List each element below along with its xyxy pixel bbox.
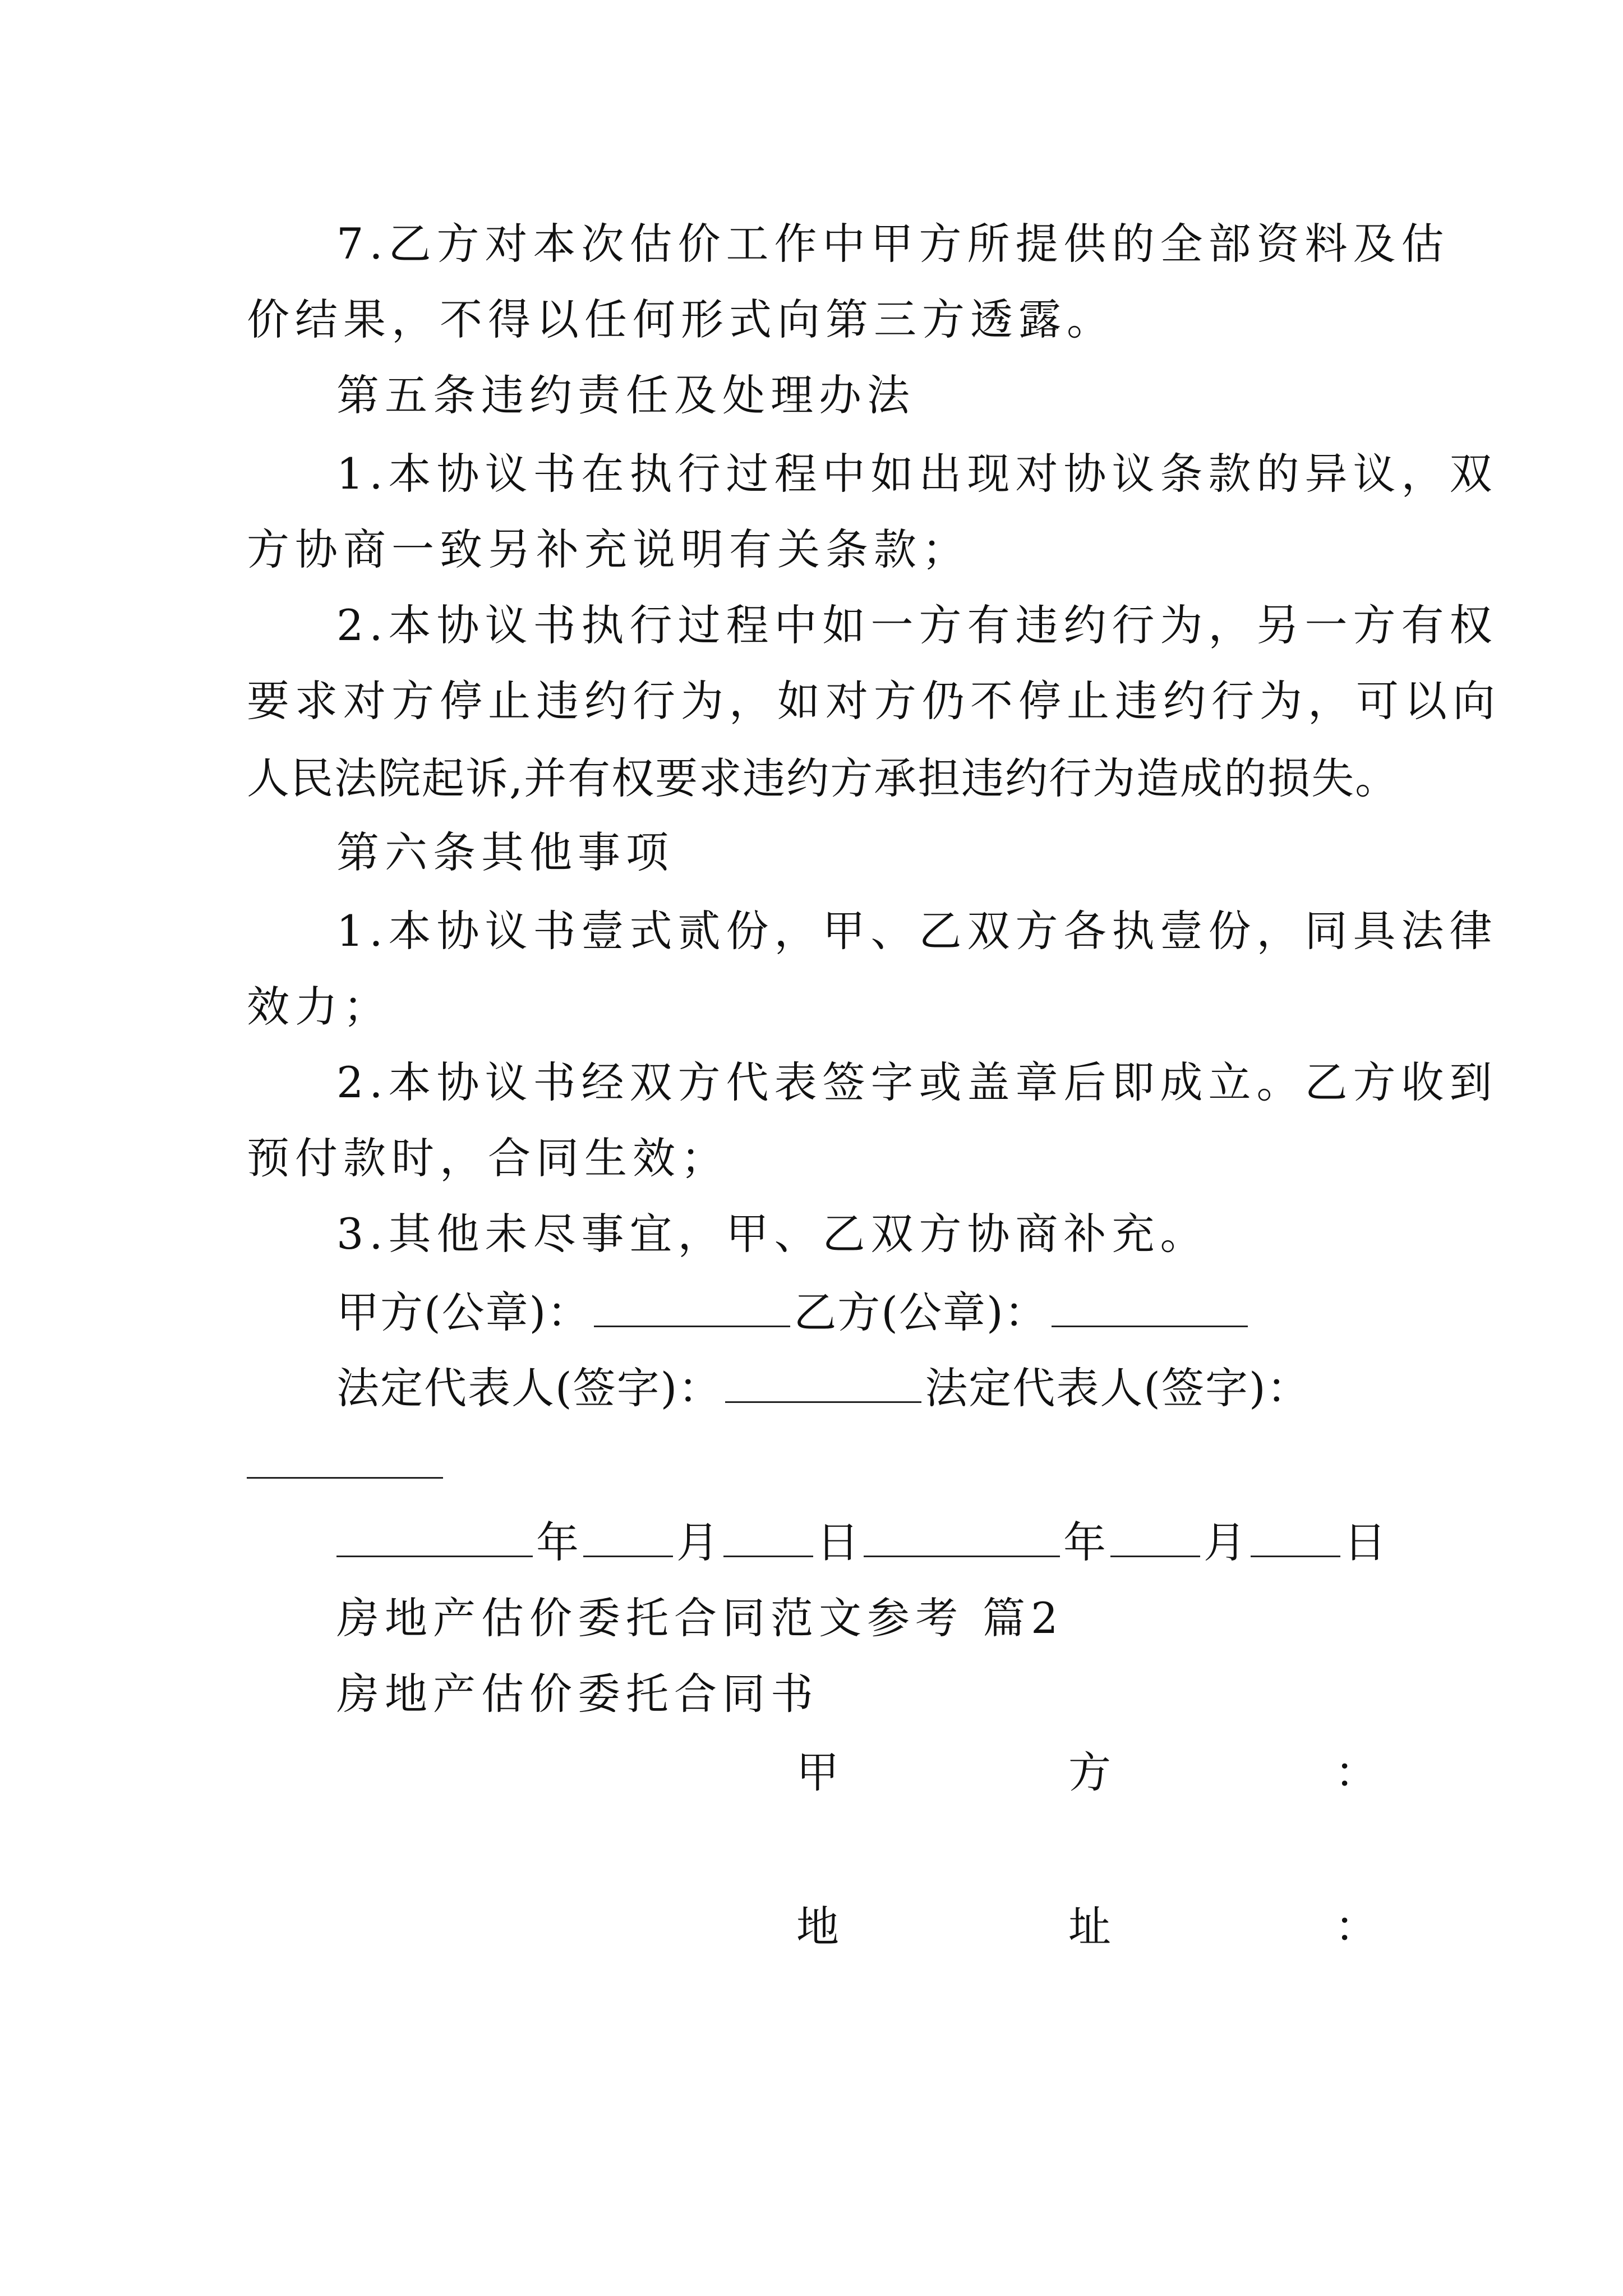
paragraph-line: 预付款时，合同生效；: [247, 1133, 729, 1183]
party-a-seal-label: 甲方(公章)：: [336, 1287, 591, 1337]
address-char-1: 地: [796, 1902, 839, 1952]
paragraph-line: 效力；: [247, 982, 391, 1032]
year-label: 年: [1063, 1517, 1107, 1567]
party-a-char-1: 甲: [796, 1747, 839, 1797]
day-label: 日: [817, 1517, 860, 1567]
paragraph-line: 1.本协议书壹式贰份，甲、乙双方各执壹份，同具法律: [336, 906, 1498, 956]
party-a-char-2: 方: [1068, 1747, 1111, 1797]
paragraph-line: 人民法院起诉,并有权要求违约方承担违约行为造成的损失。: [247, 753, 1399, 803]
contract-title: 房地产估价委托合同书: [336, 1669, 819, 1719]
paragraph-line: 价结果，不得以任何形式向第三方透露。: [247, 295, 1115, 344]
month-label: 月: [1204, 1517, 1247, 1567]
month-label: 月: [676, 1517, 720, 1567]
legal-rep-b-label: 法定代表人(签字)：: [925, 1363, 1311, 1413]
year-blank: [864, 1516, 1060, 1557]
paragraph-line: 3.其他未尽事宜，甲、乙双方协商补充。: [336, 1209, 1209, 1259]
month-blank: [583, 1516, 673, 1557]
section-2-heading: 房地产估价委托合同范文参考 篇2: [336, 1593, 1064, 1643]
paragraph-line: 要求对方停止违约行为，如对方仍不停止违约行为，可以向: [247, 676, 1501, 726]
paragraph-line: 2.本协议书经双方代表签字或盖章后即成立。乙方收到: [336, 1057, 1498, 1107]
day-label: 日: [1344, 1517, 1387, 1567]
legal-rep-a-blank: [725, 1362, 921, 1403]
day-blank: [723, 1516, 813, 1557]
day-blank: [1251, 1516, 1340, 1557]
address-char-2: 址: [1068, 1902, 1111, 1952]
year-blank: [336, 1516, 533, 1557]
year-label: 年: [536, 1517, 580, 1567]
seal-line: [336, 1285, 1481, 1341]
month-blank: [1110, 1516, 1200, 1557]
legal-rep-b-blank: [247, 1438, 443, 1479]
date-line: [336, 1515, 1481, 1571]
address-colon: ：: [1335, 1902, 1377, 1952]
party-b-seal-label: 乙方(公章)：: [794, 1287, 1048, 1337]
paragraph-line: 7.乙方对本次估价工作中甲方所提供的全部资料及估: [336, 219, 1450, 269]
signature-line: [336, 1360, 1481, 1416]
paragraph-line: 2.本协议书执行过程中如一方有违约行为，另一方有权: [336, 600, 1498, 650]
party-b-seal-blank: [1052, 1286, 1248, 1327]
party-a-seal-blank: [594, 1286, 790, 1327]
paragraph-line: 方协商一致另补充说明有关条款；: [247, 524, 970, 574]
paragraph-line: 1.本协议书在执行过程中如出现对协议条款的异议，双: [336, 449, 1498, 499]
party-a-colon: ：: [1335, 1747, 1377, 1797]
legal-rep-b-blank-line: [247, 1436, 1391, 1492]
article-6-title: 第六条其他事项: [336, 827, 674, 877]
article-5-title: 第五条违约责任及处理办法: [336, 370, 915, 420]
legal-rep-a-label: 法定代表人(签字)：: [336, 1363, 722, 1413]
